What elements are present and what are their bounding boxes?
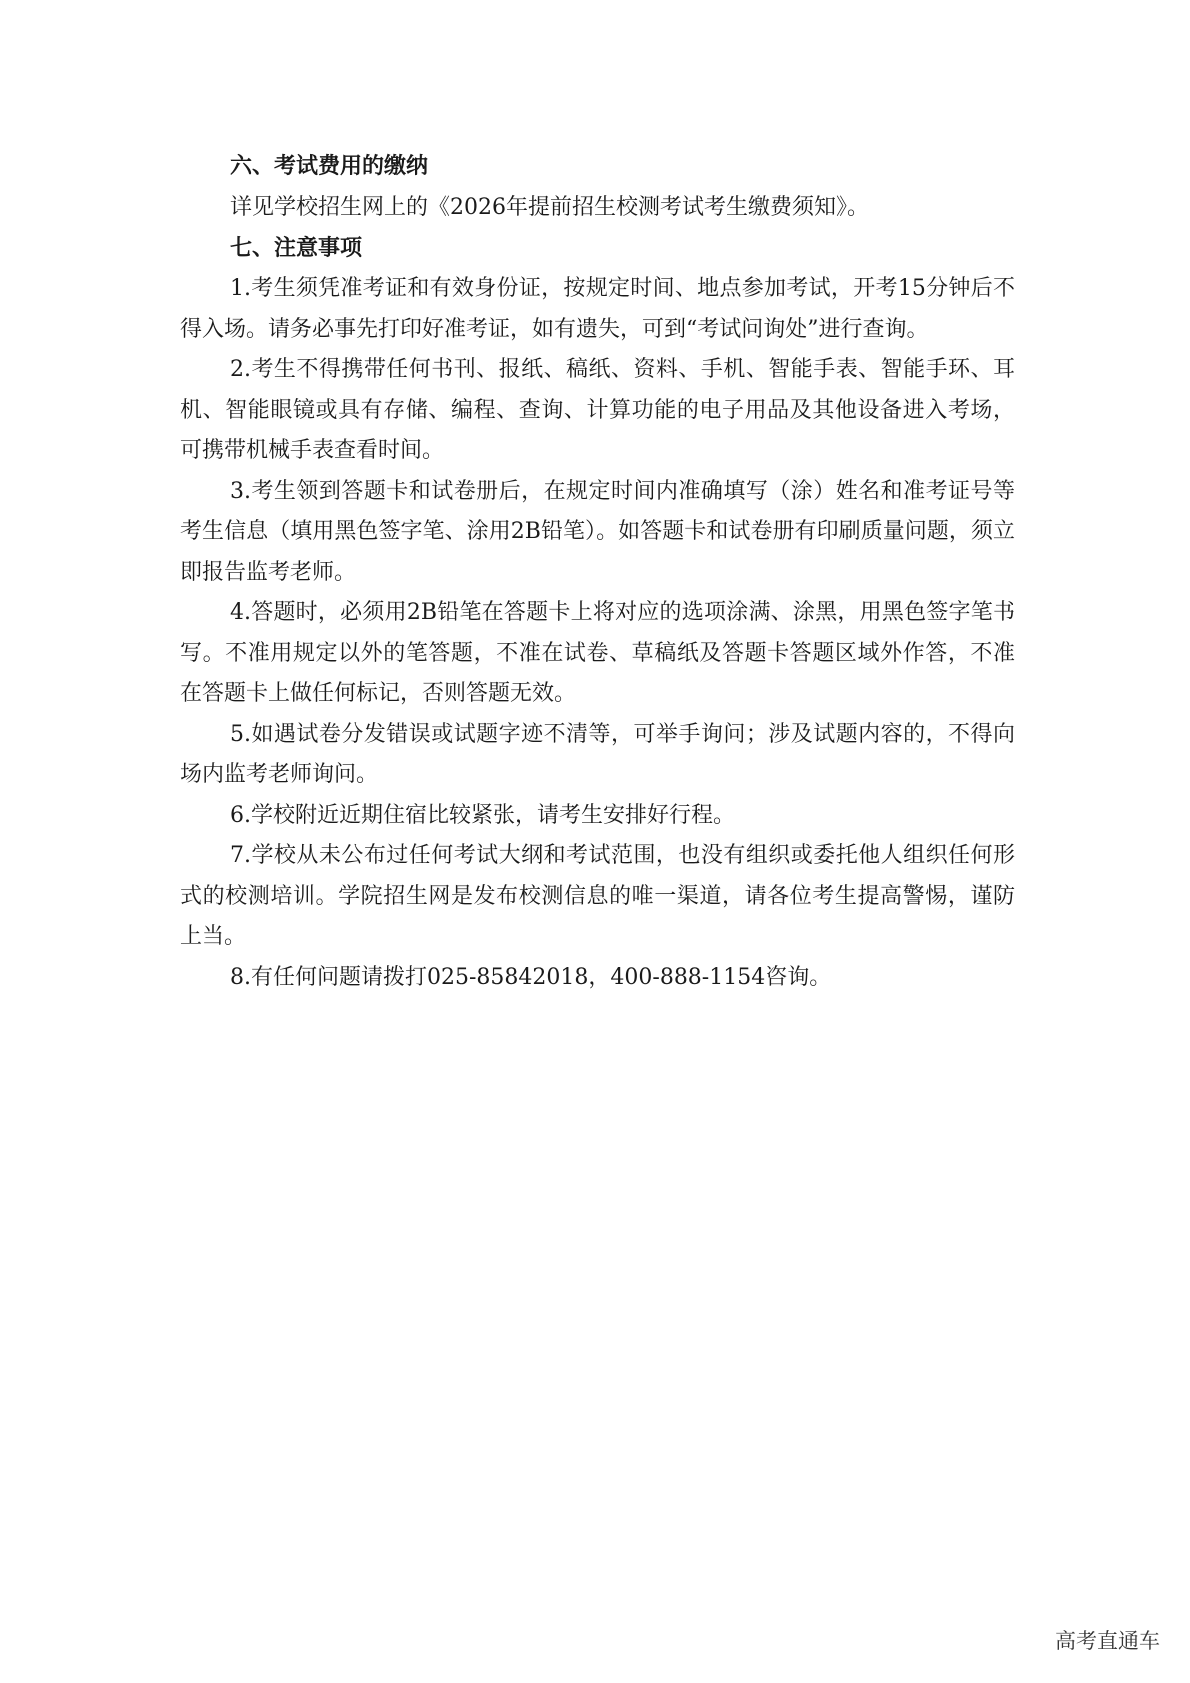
notice-item-6: 6.学校附近近期住宿比较紧张，请考生安排好行程。 <box>230 802 735 828</box>
notice-item-1: 1.考生须凭准考证和有效身份证，按规定时间、地点参加考试，开考15分钟后不得入场。请务必事先打印好准考证，如有遗失，可到“考试问询处”进行查询。 <box>180 276 1015 342</box>
notice-item-4: 4.答题时，必须用2B铅笔在答题卡上将对应的选项涂满、涂黑，用黑色签字笔书写。不准用规定以外的笔答题，不准在试卷、草稿纸及答题卡答题区域外作答，不准在答题卡上做任何标记，否则答题无效。 <box>180 600 1015 706</box>
section-7-heading: 七、注意事项 <box>230 235 363 261</box>
section-6-heading: 六、考试费用的缴纳 <box>230 153 429 179</box>
document-body <box>180 146 1015 998</box>
notice-item-5: 5.如遇试卷分发错误或试题字迹不清等，可举手询问；涉及试题内容的，不得向场内监考老师询问。 <box>180 721 1015 787</box>
notice-item-7: 7.学校从未公布过任何考试大纲和考试范围，也没有组织或委托他人组织任何形式的校测培训。学院招生网是发布校测信息的唯一渠道，请各位考生提高警惕，谨防上当。 <box>180 843 1015 949</box>
notice-item-8: 8.有任何问题请拨打025-85842018，400-888-1154咨询。 <box>230 964 832 990</box>
notice-item-2: 2.考生不得携带任何书刊、报纸、稿纸、资料、手机、智能手表、智能手环、耳机、智能眼镜或具有存储、编程、查询、计算功能的电子用品及其他设备进入考场，可携带机械手表查看时间。 <box>180 357 1015 463</box>
section-6-text: 详见学校招生网上的《2026年提前招生校测考试考生缴费须知》。 <box>230 195 869 220</box>
watermark: 高考直通车 <box>1055 1629 1160 1653</box>
notice-item-3: 3.考生领到答题卡和试卷册后，在规定时间内准确填写（涂）姓名和准考证号等考生信息（填用黑色签字笔、涂用2B铅笔）。如答题卡和试卷册有印刷质量问题，须立即报告监考老师。 <box>180 478 1015 585</box>
